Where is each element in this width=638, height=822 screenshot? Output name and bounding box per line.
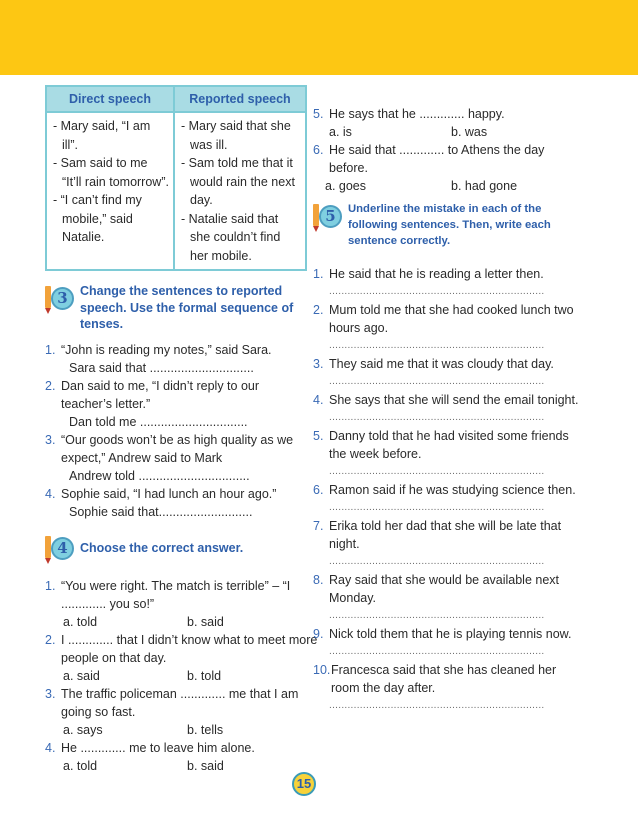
answer-line[interactable]: ......................................................................: [329, 700, 545, 711]
answer-line[interactable]: ......................................................................: [329, 610, 545, 621]
right-column: [313, 105, 583, 715]
list-item: 7. Erika told her dad that she will be late that night. ......................................................................: [313, 517, 583, 571]
speech-table: [45, 85, 307, 271]
list-item: 1. “John is reading my notes,” said Sara. Sara said that ..............................: [45, 341, 310, 377]
section-4-heading: [45, 533, 310, 565]
section-4-badge: [45, 533, 75, 565]
answer-line[interactable]: ......................................................................: [329, 646, 545, 657]
answer-line[interactable]: ......................................................................: [329, 376, 545, 387]
section-number: 3: [51, 287, 74, 310]
page-number: 15: [292, 772, 316, 796]
list-item: 2. Dan said to me, “I didn’t reply to our teacher’s letter.” Dan told me ...............................: [45, 377, 310, 431]
list-item: 3. The traffic policeman ............. me that I am going so fast. a. says b. tells: [45, 686, 299, 737]
top-banner: [0, 0, 638, 75]
section-3-title: Change the sentences to reported speech. Use the formal sequence of tenses.: [80, 284, 294, 331]
list-item: 4. She says that she will send the email tonight. ......................................................................: [313, 391, 583, 427]
answer-line[interactable]: ......................................................................: [329, 412, 545, 423]
reported-example: - Sam told me that it would rain the next day.: [181, 156, 295, 207]
option-a[interactable]: a. is: [329, 125, 352, 139]
section-number: 5: [319, 205, 342, 228]
section-5-heading: [313, 201, 583, 249]
section-5-title: Underline the mistake in each of the following sentences. Then, write each sentence correctly.: [348, 203, 551, 247]
section-3-badge: [45, 283, 75, 315]
answer-line[interactable]: ......................................................................: [329, 502, 545, 513]
reported-cell: [174, 112, 306, 270]
list-item: 4. He ............. me to leave him alone. a. told b. said: [45, 740, 255, 773]
list-item: 6. Ramon said if he was studying science then. ......................................................................: [313, 481, 583, 517]
list-item: 2. I ............. that I didn’t know what to meet more people on that day. a. said b. told: [45, 632, 318, 683]
option-a[interactable]: a. told: [63, 614, 98, 629]
section-number: 4: [51, 537, 74, 560]
list-item: 6. He said that ............. to Athens the day before. a. goes b. had gone: [313, 143, 545, 193]
answer-line[interactable]: Dan told me ...............................: [69, 414, 248, 429]
header-direct: Direct speech: [46, 86, 174, 112]
section-3-heading: [45, 283, 310, 333]
list-item: 3. They said me that it was cloudy that day. ......................................................................: [313, 355, 583, 391]
answer-line[interactable]: ......................................................................: [329, 556, 545, 567]
option-b[interactable]: b. said: [187, 614, 224, 629]
list-item: 9. Nick told them that he is playing tennis now. ......................................................................: [313, 625, 583, 661]
direct-cell: [46, 112, 174, 270]
answer-line[interactable]: Andrew told ................................: [69, 468, 250, 483]
header-reported: Reported speech: [174, 86, 306, 112]
list-item: 5. He says that he ............. happy. a. is b. was: [313, 107, 505, 139]
direct-example: - Sam said to me “It’ll rain tomorrow”.: [53, 156, 169, 189]
list-item: 10. Francesca said that she has cleaned her room the day after. ......................................................................: [313, 661, 583, 715]
answer-line[interactable]: ......................................................................: [329, 340, 545, 351]
answer-line[interactable]: Sara said that ..............................: [69, 360, 254, 375]
answer-line[interactable]: ......................................................................: [329, 466, 545, 477]
direct-example: - Mary said, “I am ill”.: [53, 119, 151, 152]
answer-line[interactable]: ......................................................................: [329, 286, 545, 297]
direct-example: - “I can’t find my mobile,” said Natalie.: [53, 193, 142, 244]
list-item: 8. Ray said that she would be available next Monday. ......................................................................: [313, 571, 583, 625]
list-item: 2. Mum told me that she had cooked lunch two hours ago. ......................................................................: [313, 301, 583, 355]
section-5-list: [313, 265, 583, 715]
reported-example: - Mary said that she was ill.: [181, 119, 291, 152]
option-b[interactable]: b. said: [187, 758, 224, 773]
reported-example: - Natalie said that she couldn’t find her mobile.: [181, 211, 281, 263]
list-item: 1. He said that he is reading a letter then. ......................................................................: [313, 265, 583, 301]
left-column: [45, 85, 318, 775]
option-a[interactable]: a. says: [63, 722, 103, 737]
option-a[interactable]: a. goes: [325, 179, 367, 193]
section-4-title: Choose the correct answer.: [80, 541, 244, 556]
option-a[interactable]: a. said: [63, 668, 100, 683]
section-5-badge: [313, 201, 343, 233]
list-item: 1. “You were right. The match is terrible” – “I ............. you so!” a. told b. said: [45, 578, 291, 629]
list-item: 5. Danny told that he had visited some friends the week before. ......................................................................: [313, 427, 583, 481]
option-b[interactable]: b. was: [451, 125, 488, 139]
option-b[interactable]: b. told: [187, 668, 222, 683]
section-3-list: [45, 341, 310, 521]
option-b[interactable]: b. tells: [187, 722, 224, 737]
list-item: 3. “Our goods won’t be as high quality as we expect,” Andrew said to Mark Andrew told ................................: [45, 431, 310, 485]
section-4-continued: [313, 105, 583, 195]
answer-line[interactable]: Sophie said that...........................: [69, 504, 253, 519]
option-a[interactable]: a. told: [63, 758, 98, 773]
option-b[interactable]: b. had gone: [451, 179, 518, 193]
list-item: 4. Sophie said, “I had lunch an hour ago.” Sophie said that...........................: [45, 485, 310, 521]
section-4-list: [45, 577, 318, 775]
